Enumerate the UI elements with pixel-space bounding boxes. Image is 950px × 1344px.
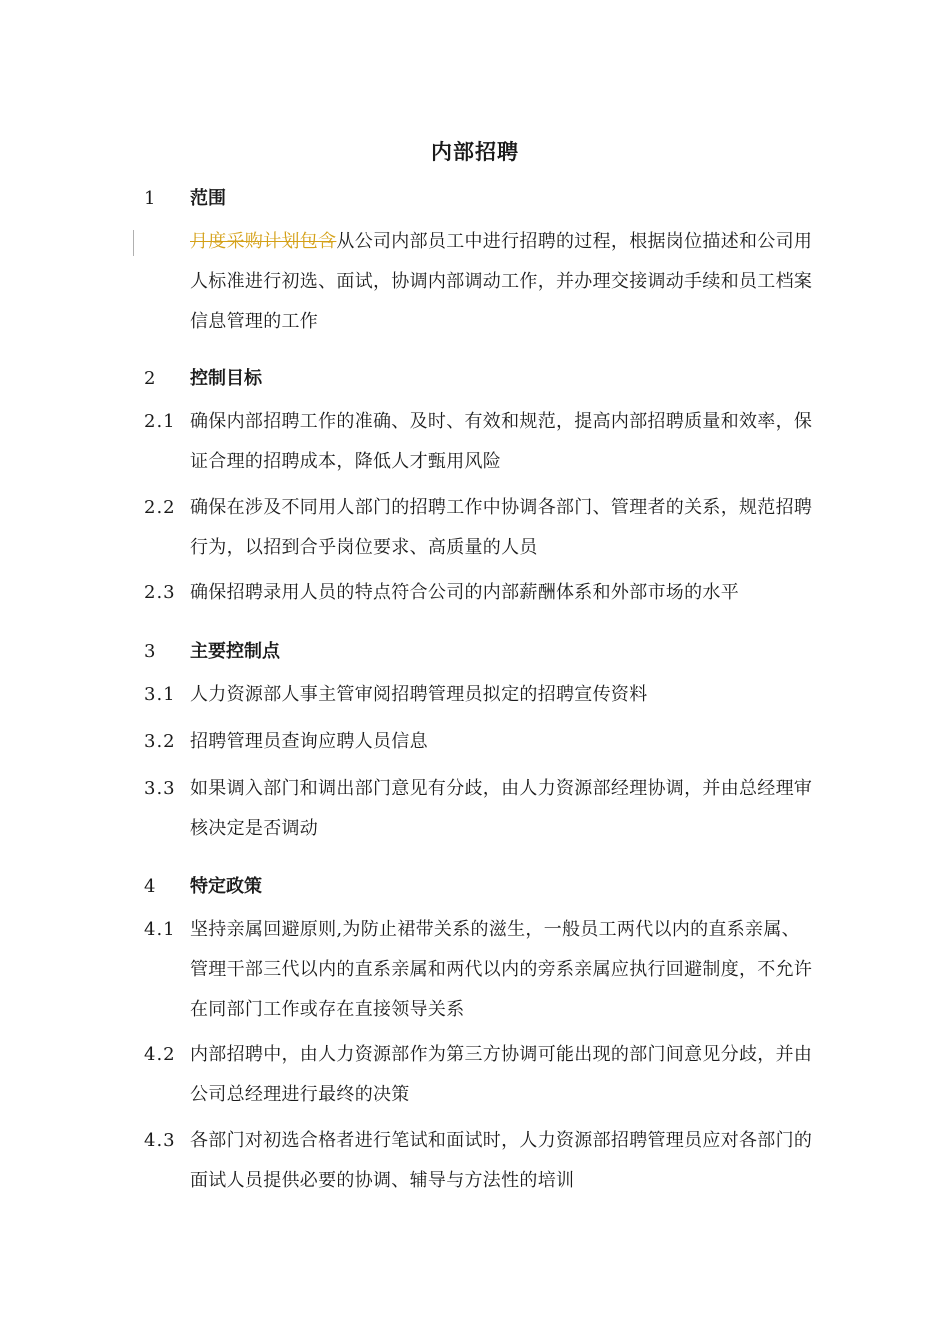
scope-paragraph: [190, 222, 815, 342]
list-item-4-3: [144, 1121, 815, 1201]
list-item-3-3: [144, 769, 815, 849]
deleted-revision-text: 月度采购计划包含: [190, 231, 337, 252]
item-number: 4.3: [144, 1130, 176, 1151]
section-title: 范围: [190, 188, 226, 209]
section-heading-control-goals: [144, 364, 262, 390]
item-number: 4.2: [144, 1044, 176, 1065]
document-title: 内部招聘: [431, 140, 519, 164]
section-title: 特定政策: [190, 876, 262, 897]
list-item-2-1: [144, 402, 815, 482]
list-item-3-2: [144, 722, 815, 762]
list-item-2-3: [144, 573, 815, 613]
item-text: 确保招聘录用人员的特点符合公司的内部薪酬体系和外部市场的水平: [190, 582, 739, 603]
section-number: 2: [144, 368, 156, 389]
section-heading-key-control-points: [144, 637, 280, 663]
section-heading-specific-policies: [144, 872, 262, 898]
revision-change-bar: [133, 230, 134, 256]
item-number: 2.1: [144, 411, 176, 432]
list-item-2-2: [144, 488, 815, 568]
item-number: 3.3: [144, 778, 176, 799]
section-number: 4: [144, 876, 156, 897]
item-text: 内部招聘中，由人力资源部作为第三方协调可能出现的部门间意见分歧，并由公司总经理进行最终的决策: [190, 1044, 813, 1105]
item-text: 各部门对初选合格者进行笔试和面试时，人力资源部招聘管理员应对各部门的面试人员提供必要的协调、辅导与方法性的培训: [190, 1130, 813, 1191]
section-heading-scope: [144, 184, 226, 210]
item-text: 人力资源部人事主管审阅招聘管理员拟定的招聘宣传资料: [190, 684, 648, 705]
scope-body-text: 从公司内部员工中进行招聘的过程，根据岗位描述和公司用人标准进行初选、面试，协调内部调动工作，并办理交接调动手续和员工档案信息管理的工作: [190, 231, 813, 332]
section-title: 主要控制点: [190, 641, 280, 662]
item-number: 4.1: [144, 919, 176, 940]
list-item-4-2: [144, 1035, 815, 1115]
section-title: 控制目标: [190, 368, 262, 389]
item-text: 招聘管理员查询应聘人员信息: [190, 731, 428, 752]
item-number: 2.3: [144, 582, 176, 603]
item-text: 坚持亲属回避原则,为防止裙带关系的滋生，一般员工两代以内的直系亲属、管理干部三代以内的直系亲属和两代以内的旁系亲属应执行回避制度，不允许在同部门工作或存在直接领导关系: [190, 919, 813, 1020]
item-text: 如果调入部门和调出部门意见有分歧，由人力资源部经理协调，并由总经理审核决定是否调动: [190, 778, 813, 839]
list-item-3-1: [144, 675, 815, 715]
item-number: 3.1: [144, 684, 176, 705]
item-number: 2.2: [144, 497, 176, 518]
list-item-4-1: [144, 910, 815, 1030]
item-text: 确保内部招聘工作的准确、及时、有效和规范，提高内部招聘质量和效率，保证合理的招聘成本，降低人才甄用风险: [190, 411, 813, 472]
section-number: 3: [144, 641, 156, 662]
item-text: 确保在涉及不同用人部门的招聘工作中协调各部门、管理者的关系，规范招聘行为，以招到合乎岗位要求、高质量的人员: [190, 497, 813, 558]
item-number: 3.2: [144, 731, 176, 752]
section-number: 1: [144, 188, 156, 209]
